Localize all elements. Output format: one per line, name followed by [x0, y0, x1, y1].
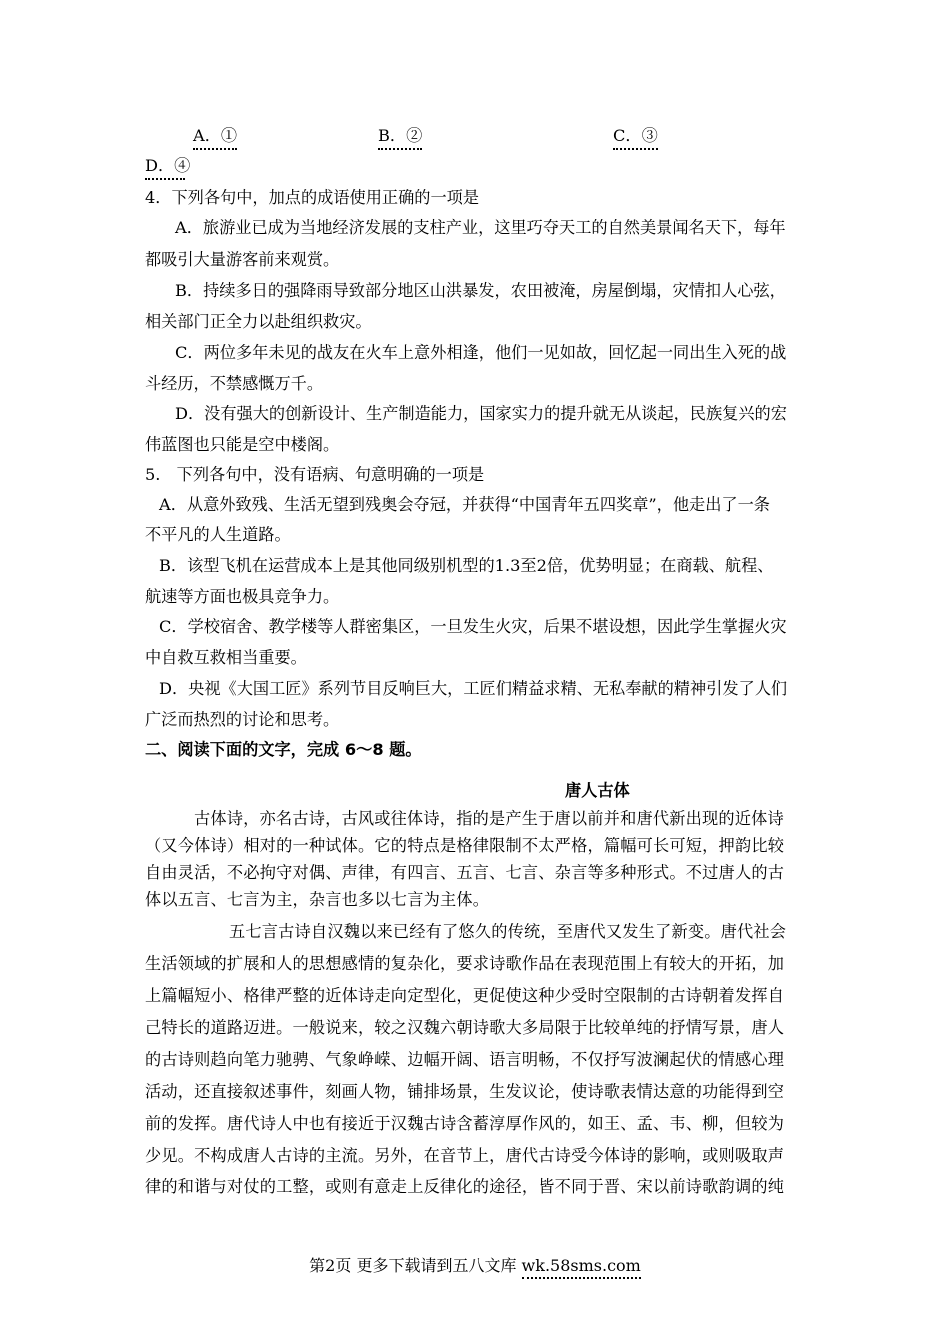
q5-c-line2: 中自救互救相当重要。 [145, 648, 307, 667]
essay-p1-line4: 体以五言、七言为主，杂言也多以七言为主体。 [145, 890, 490, 909]
q3-options-row [145, 126, 810, 148]
q3-option-c: C．③ [613, 126, 658, 150]
q5-a-line2: 不平凡的人生道路。 [145, 525, 291, 544]
essay-p2-line7: 前的发挥。唐代诗人中也有接近于汉魏古诗含蓄淳厚作风的，如王、孟、韦、柳，但较为 [145, 1114, 785, 1133]
q4-stem: 4．下列各句中，加点的成语使用正确的一项是 [145, 188, 480, 207]
q4-d-line2: 伟蓝图也只能是空中楼阁。 [145, 435, 340, 454]
q4-d-line1: D．没有强大的创新设计、生产制造能力，国家实力的提升就无从谈起，民族复兴的宏 [175, 404, 787, 423]
q4-b-line2: 相关部门正全力以赴组织救灾。 [145, 312, 372, 331]
essay-p2-line2: 生活领域的扩展和人的思想感情的复杂化，要求诗歌作品在表现范围上有较大的开拓，加 [145, 954, 785, 973]
q5-b-line2: 航速等方面也极具竞争力。 [145, 587, 340, 606]
q4-c-line1: C．两位多年未见的战友在火车上意外相逢，他们一见如故，回忆起一同出生入死的战 [175, 343, 787, 362]
q5-b-line1: B．该型飞机在运营成本上是其他同级别机型的1.3至2倍，优势明显；在商载、航程、 [159, 556, 774, 575]
q4-a-line1: A．旅游业已成为当地经济发展的支柱产业，这里巧夺天工的自然美景闻名天下，每年 [175, 218, 786, 237]
essay-p2-line3: 上篇幅短小、格律严整的近体诗走向定型化，更促使这种少受时空限制的古诗朝着发挥自 [145, 986, 785, 1005]
essay-p1-line1: 古体诗，亦名古诗，古风或往体诗，指的是产生于唐以前并和唐代新出现的近体诗 [194, 809, 784, 828]
page-footer [0, 1253, 950, 1276]
q5-d-line1: D．央视《大国工匠》系列节目反响巨大，工匠们精益求精、无私奉献的精神引发了人们 [159, 679, 788, 698]
essay-p1-line3: 自由灵活，不必拘守对偶、声律，有四言、五言、七言、杂言等多种形式。不过唐人的古 [145, 863, 785, 882]
essay-p2-line6: 活动，还直接叙述事件，刻画人物，铺排场景，生发议论，使诗歌表情达意的功能得到空 [145, 1082, 785, 1101]
q3-option-a: A．① [193, 126, 237, 150]
q4-c-line2: 斗经历，不禁感慨万千。 [145, 374, 324, 393]
q5-a-line1: A．从意外致残、生活无望到残奥会夺冠，并获得“中国青年五四奖章”，他走出了一条 [159, 495, 770, 514]
q5-d-line2: 广泛而热烈的讨论和思考。 [145, 710, 340, 729]
q4-b-line1: B．持续多日的强降雨导致部分地区山洪暴发，农田被淹，房屋倒塌，灾情扣人心弦， [175, 281, 786, 300]
essay-p1-line2: （又今体诗）相对的一种试体。它的特点是格律限制不太严格，篇幅可长可短，押韵比较 [145, 836, 785, 855]
footer-page-text: 第2页 更多下载请到五八文库 [309, 1256, 517, 1275]
essay-p2-line8: 少见。不构成唐人古诗的主流。另外，在音节上，唐代古诗受今体诗的影响，或则吸取声 [145, 1146, 785, 1165]
q5-c-line1: C．学校宿舍、教学楼等人群密集区，一旦发生火灾，后果不堪设想，因此学生掌握火灾 [159, 617, 787, 636]
q4-a-line2: 都吸引大量游客前来观赏。 [145, 250, 340, 269]
section-heading: 二、阅读下面的文字，完成 6～8 题。 [145, 740, 422, 759]
q3-option-b: B．② [378, 126, 422, 150]
essay-p2-line9: 律的和谐与对仗的工整，或则有意走上反律化的途径，皆不同于晋、宋以前诗歌韵调的纯 [145, 1177, 785, 1196]
essay-p2-line1: 五七言古诗自汉魏以来已经有了悠久的传统，至唐代又发生了新变。唐代社会 [229, 922, 787, 941]
essay-p2-line5: 的古诗则趋向笔力驰骋、气象峥嵘、边幅开阔、语言明畅，不仅抒写波澜起伏的情感心理 [145, 1050, 785, 1069]
footer-link-text[interactable]: wk.58sms.com [522, 1256, 641, 1279]
article-title: 唐人古体 [565, 781, 630, 800]
q3-option-d: D．④ [145, 156, 185, 180]
essay-p2-line4: 己特长的道路迈进。一般说来，较之汉魏六朝诗歌大多局限于比较单纯的抒情写景，唐人 [145, 1018, 785, 1037]
q5-stem: 5. 下列各句中，没有语病、句意明确的一项是 [145, 465, 485, 484]
